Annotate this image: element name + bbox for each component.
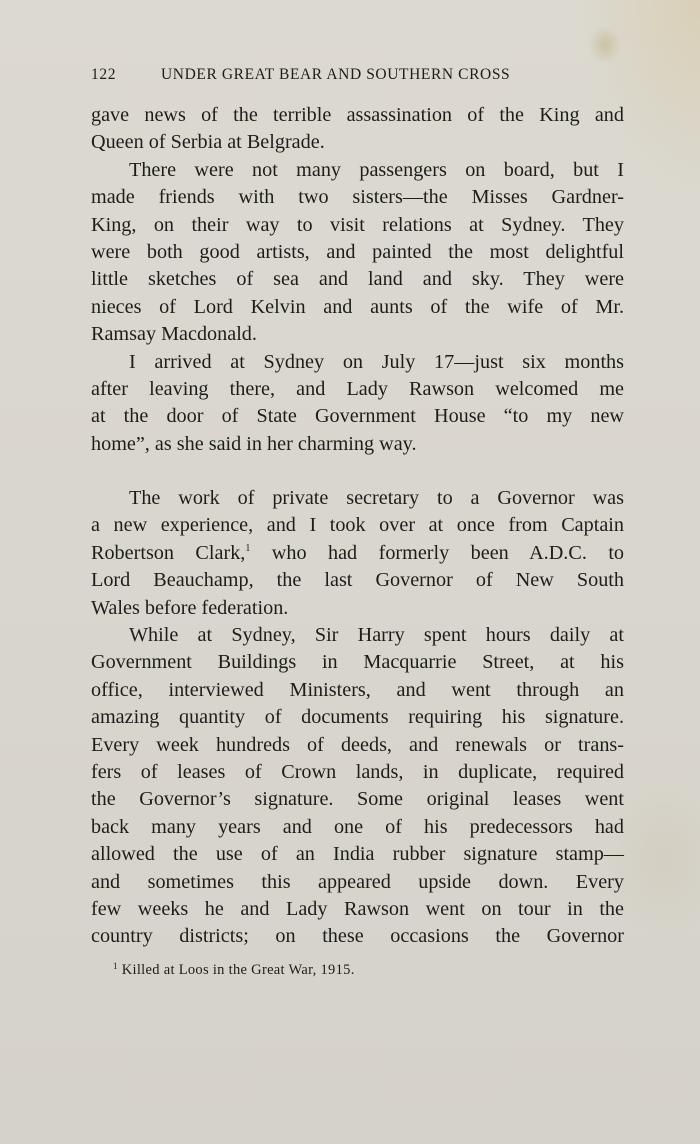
text-line: little sketches of sea and land and sky. They were	[91, 268, 624, 291]
footnote-text: Killed at Loos in the Great War, 1915.	[121, 962, 355, 978]
running-title: UNDER GREAT BEAR AND SOUTHERN CROSS	[161, 66, 511, 83]
text-line: gave news of the terrible assassination of the King and	[91, 104, 624, 126]
text-line: Lord Beauchamp, the last Governor of New South	[91, 569, 624, 592]
body-text	[91, 102, 624, 951]
text-line: Every week hundreds of deeds, and renewals or trans-	[91, 733, 624, 756]
text-line: at the door of State Government House “to my new	[91, 405, 624, 428]
text-segment: Robertson Clark,	[91, 541, 246, 564]
text-line: amazing quantity of documents requiring his signature.	[91, 706, 624, 729]
footnote-marker: 1	[113, 961, 118, 971]
text-line: country districts; on these occasions the Governor	[91, 925, 624, 948]
text-line: few weeks he and Lady Rawson went on tour in the	[91, 897, 624, 920]
text-line: a new experience, and I took over at once from Captain	[91, 514, 624, 537]
text-line: nieces of Lord Kelvin and aunts of the wife of Mr.	[91, 295, 624, 318]
text-segment: who had formerly been A.D.C. to	[271, 541, 625, 564]
text-line: I arrived at Sydney on July 17—just six months	[129, 350, 624, 373]
text-line: and sometimes this appeared upside down. Every	[91, 870, 624, 893]
text-line: While at Sydney, Sir Harry spent hours daily at	[129, 624, 624, 647]
text-line: back many years and one of his predecessors had	[91, 815, 624, 838]
text-line: office, interviewed Ministers, and went through an	[91, 678, 624, 701]
footnote	[113, 962, 533, 979]
text-line: King, on their way to visit relations at Sydney. They	[91, 213, 624, 236]
text-line: after leaving there, and Lady Rawson welcomed me	[91, 377, 624, 400]
text-line: made friends with two sisters—the Misses Gardner-	[91, 186, 624, 209]
text-line: allowed the use of an India rubber signature stamp—	[91, 843, 624, 866]
text-line: were both good artists, and painted the most delightful	[91, 240, 624, 263]
text-line: Ramsay Macdonald.	[91, 323, 257, 346]
text-line: fers of leases of Crown lands, in duplicate, required	[91, 760, 624, 783]
text-line: The work of private secretary to a Governor was	[129, 487, 624, 510]
text-line: Wales before federation.	[91, 596, 289, 619]
text-line: There were not many passengers on board, but I	[129, 158, 624, 181]
footnote-reference: 1	[245, 542, 251, 554]
section-break	[91, 458, 624, 485]
text-line: Queen of Serbia at Belgrade.	[91, 131, 325, 154]
text-line	[91, 540, 624, 567]
text-line: home”, as she said in her charming way.	[91, 432, 417, 455]
text-line: Government Buildings in Macquarrie Street, at his	[91, 651, 624, 674]
paper-stain	[588, 26, 622, 64]
text-line: the Governor’s signature. Some original leases went	[91, 788, 624, 811]
page-number: 122	[91, 66, 117, 83]
running-header	[91, 66, 631, 84]
